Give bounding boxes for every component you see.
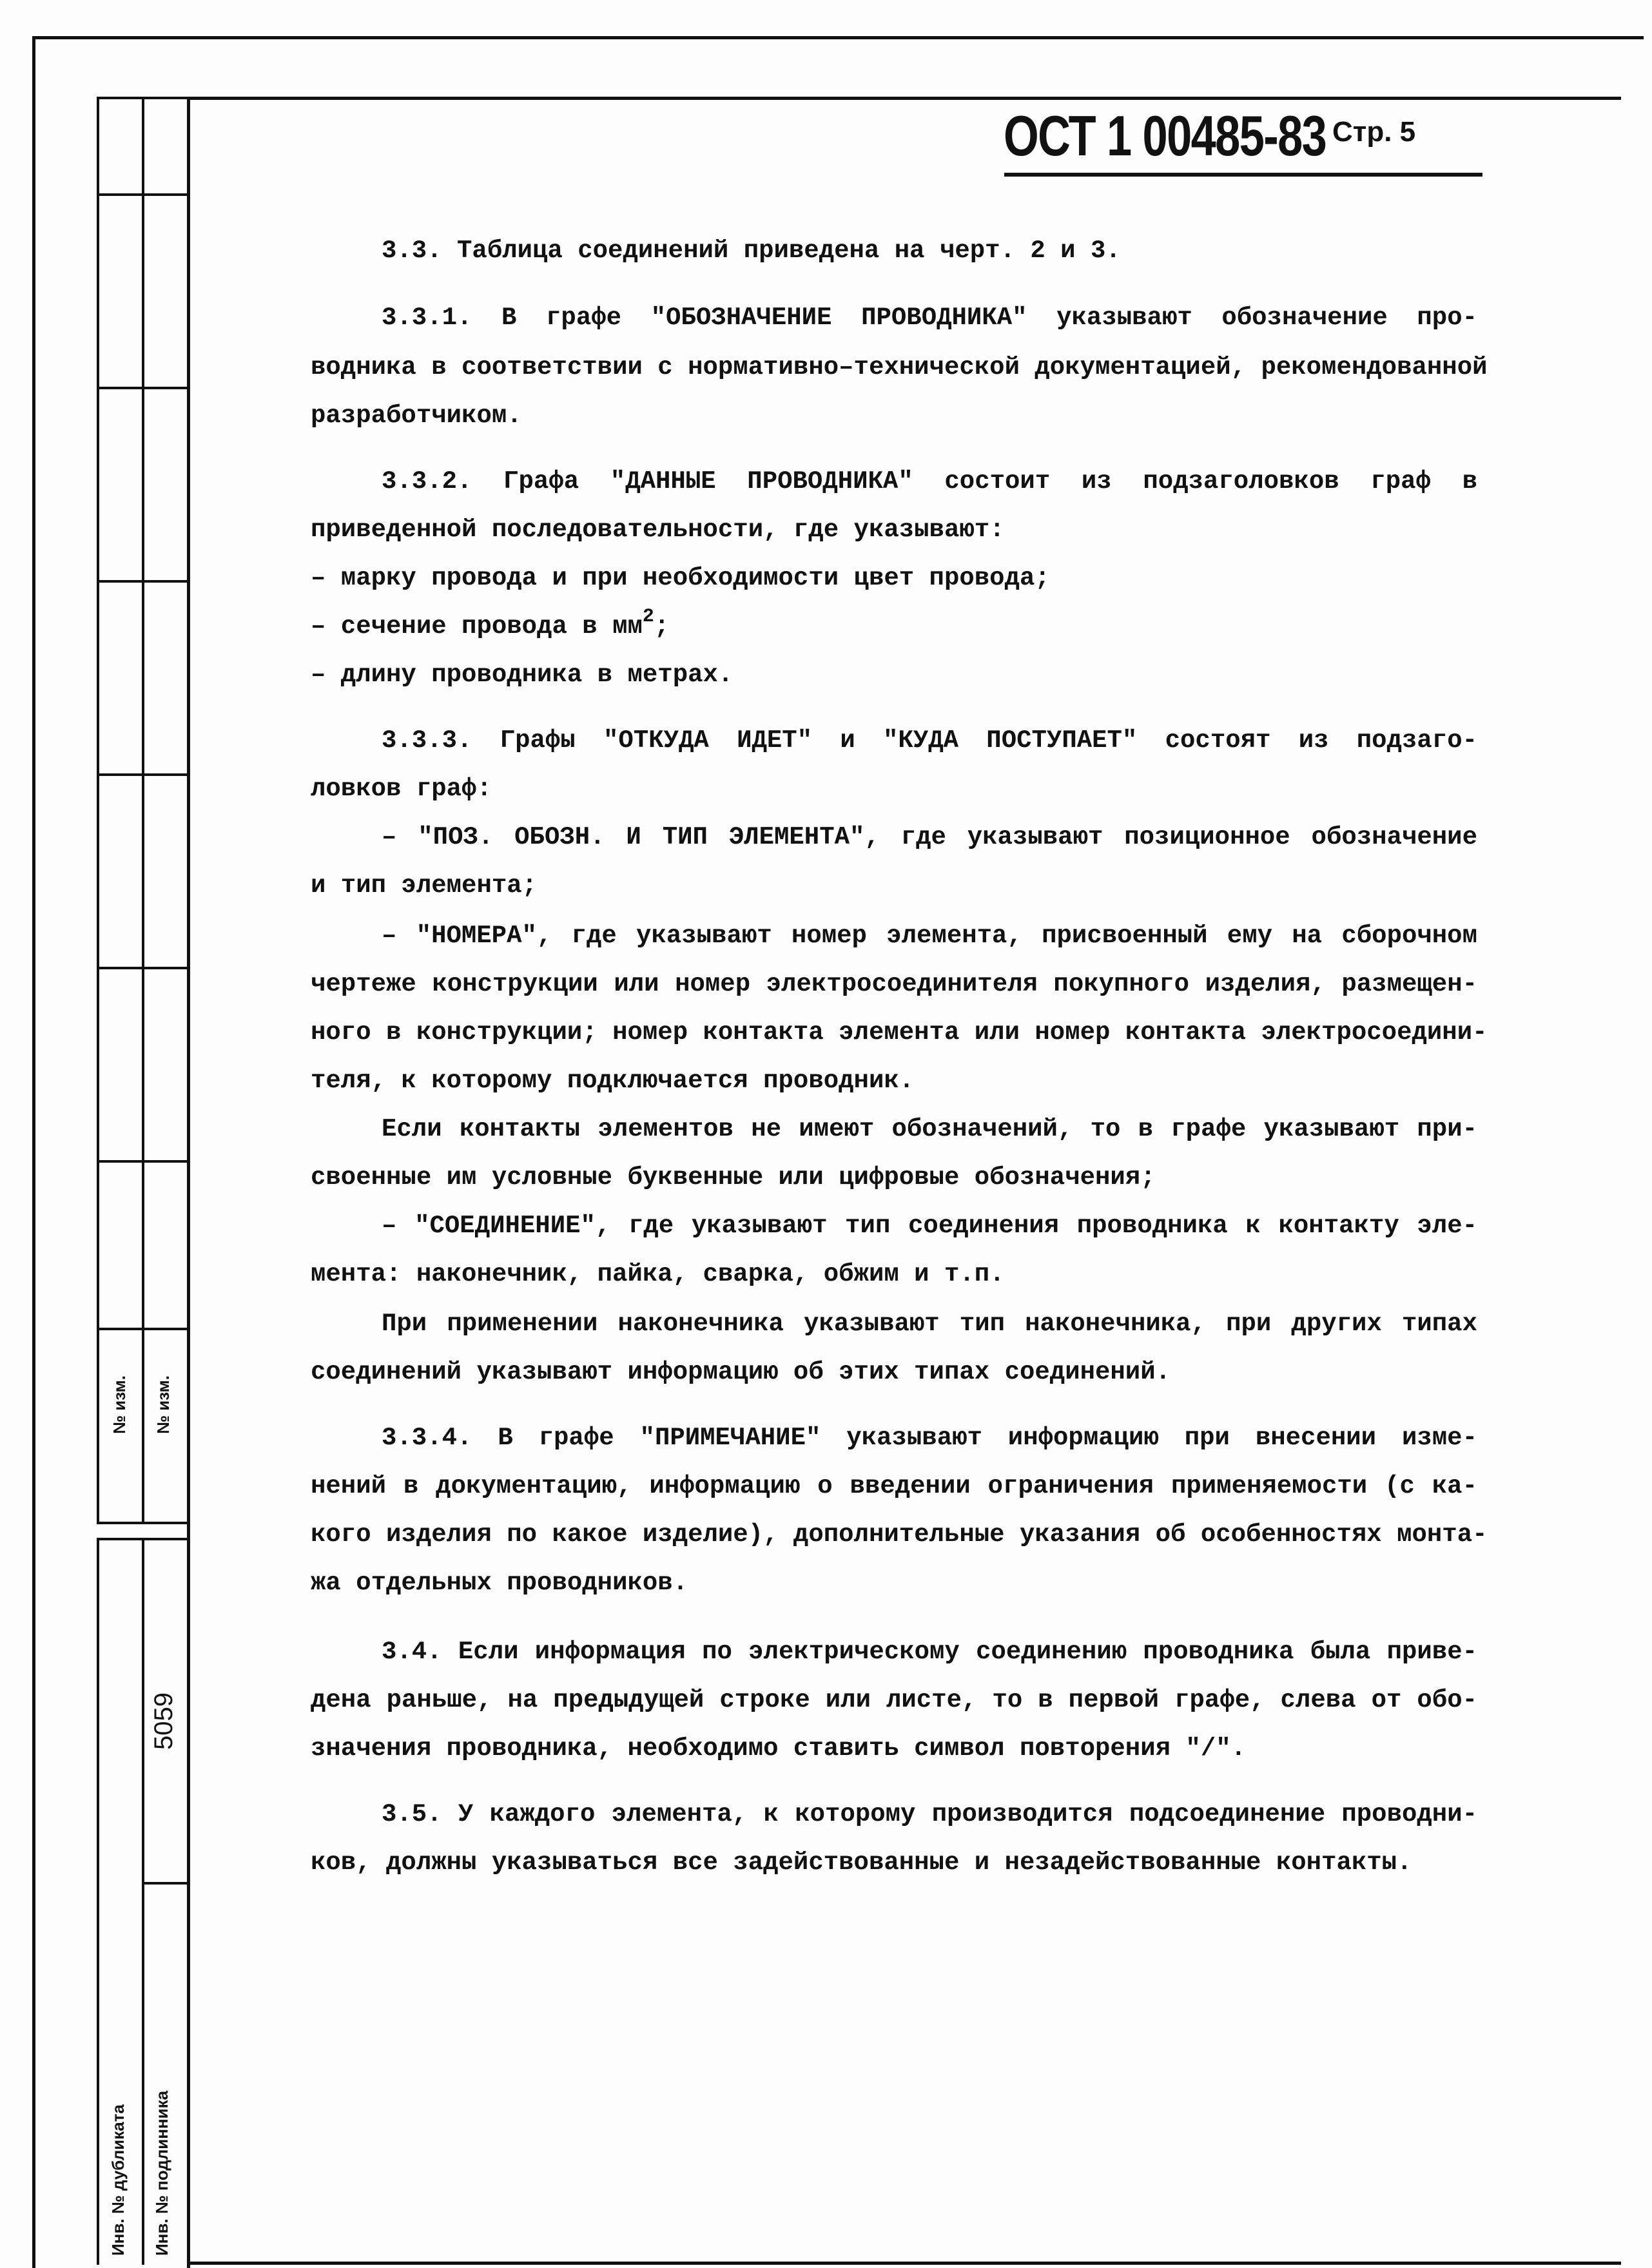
paragraph-line: соединений указывают информацию об этих типах соединений. bbox=[311, 1358, 1171, 1386]
strip-top-line bbox=[97, 97, 188, 99]
strip-row-line bbox=[97, 580, 188, 583]
header-underline bbox=[1004, 173, 1482, 177]
superscript: 2 bbox=[642, 606, 654, 628]
paragraph-3-5-line: 3.5. У каждого элемента, к которому производится подсоединение проводни- bbox=[382, 1800, 1477, 1828]
strip-row-line bbox=[97, 967, 188, 969]
paragraph-3-3-4-line: нений в документацию, информацию о введении ограничения применяемости (с ка- bbox=[311, 1472, 1477, 1500]
paragraph-3-3-2-line: 3.3.2. Графа "ДАННЫЕ ПРОВОДНИКА" состоит из подзаголовков граф в bbox=[382, 467, 1477, 496]
paragraph-line: При применении наконечника указывают тип наконечника, при других типах bbox=[382, 1310, 1477, 1338]
strip-lower-top-line bbox=[97, 1538, 188, 1540]
document-code: ОСТ 1 00485-83 bbox=[1004, 104, 1326, 168]
list-item: и тип элемента; bbox=[311, 871, 538, 900]
strip-row-line bbox=[97, 773, 188, 776]
strip-upper-left-border bbox=[97, 97, 99, 1524]
list-item: чертеже конструкции или номер электросоединителя покупного изделия, размещен- bbox=[311, 970, 1477, 998]
list-item: ного в конструкции; номер контакта элемента или номер контакта электросоедини- bbox=[311, 1018, 1488, 1047]
paragraph-3-4-line: значения проводника, необходимо ставить символ повторения "/". bbox=[311, 1734, 1247, 1763]
paragraph-3-4-line: 3.4. Если информация по электрическому соединению проводника была приве- bbox=[382, 1638, 1477, 1666]
strip-label-izm-1: № изм. bbox=[110, 1375, 129, 1434]
strip-lower-row-line bbox=[142, 1882, 188, 1885]
strip-row-line bbox=[97, 1522, 188, 1524]
inventory-number: 5059 bbox=[150, 1692, 178, 1750]
list-item: – "ПОЗ. ОБОЗН. И ТИП ЭЛЕМЕНТА", где указывают позиционное обозначение bbox=[382, 823, 1477, 851]
paragraph-3-5-line: ков, должны указываться все задействованные и незадействованные контакты. bbox=[311, 1848, 1412, 1877]
list-item-text: – сечение провода в мм bbox=[311, 612, 643, 641]
paragraph-line: Если контакты элементов не имеют обозначений, то в графе указывают при- bbox=[382, 1115, 1477, 1143]
list-item: – марку провода и при необходимости цвет провода; bbox=[311, 564, 1050, 592]
strip-lower-left-border bbox=[97, 1538, 99, 2265]
list-item: – "НОМЕРА", где указывают номер элемента, присвоенный ему на сборочном bbox=[382, 922, 1477, 950]
strip-lower-divider bbox=[142, 1538, 144, 2265]
strip-row-line bbox=[97, 387, 188, 389]
paragraph-3-3-2-line: приведенной последовательности, где указывают: bbox=[311, 516, 1005, 544]
paragraph-3-3-4-line: 3.3.4. В графе "ПРИМЕЧАНИЕ" указывают информацию при внесении изме- bbox=[382, 1424, 1477, 1452]
strip-label-izm-2: № изм. bbox=[153, 1375, 173, 1434]
paragraph-3-3: 3.3. Таблица соединений приведена на черт. 2 и 3. bbox=[382, 237, 1121, 265]
paragraph-3-3-1-line: 3.3.1. В графе "ОБОЗНАЧЕНИЕ ПРОВОДНИКА" указывают обозначение про- bbox=[382, 304, 1477, 332]
list-item bbox=[311, 606, 1477, 643]
strip-upper-divider bbox=[142, 97, 144, 1524]
paragraph-3-4-line: дена раньше, на предыдущей строке или листе, то в первой графе, слева от обо- bbox=[311, 1686, 1477, 1714]
list-item-text-end: ; bbox=[654, 612, 670, 641]
strip-label-podlinnika: Инв. № подлинника bbox=[152, 2090, 171, 2256]
page-number: Стр. 5 bbox=[1332, 116, 1416, 148]
list-item: – длину проводника в метрах. bbox=[311, 661, 734, 689]
strip-row-line bbox=[97, 1328, 188, 1330]
paragraph-3-3-3-line: ловков граф: bbox=[311, 775, 492, 803]
strip-row-line bbox=[97, 1160, 188, 1163]
paragraph-line: своенные им условные буквенные или цифровые обозначения; bbox=[311, 1163, 1156, 1192]
list-item: – "СОЕДИНЕНИЕ", где указывают тип соединения проводника к контакту эле- bbox=[382, 1212, 1477, 1240]
strip-row-line bbox=[97, 193, 188, 196]
paragraph-3-3-1-line: водника в соответствии с нормативно–технической документацией, рекомендованной bbox=[311, 353, 1488, 382]
strip-label-dublikata: Инв. № дубликата bbox=[108, 2104, 128, 2256]
paragraph-3-3-1-line: разработчиком. bbox=[311, 402, 522, 430]
paragraph-3-3-3-line: 3.3.3. Графы "ОТКУДА ИДЕТ" и "КУДА ПОСТУПАЕТ" состоят из подзаго- bbox=[382, 726, 1477, 755]
frame-bottom-line bbox=[187, 2262, 1621, 2265]
paragraph-3-3-4-line: кого изделия по какое изделие), дополнительные указания об особенностях монта- bbox=[311, 1520, 1488, 1549]
list-item: теля, к которому подключается проводник. bbox=[311, 1067, 915, 1095]
paragraph-3-3-4-line: жа отдельных проводников. bbox=[311, 1569, 688, 1597]
list-item: мента: наконечник, пайка, сварка, обжим и т.п. bbox=[311, 1260, 1005, 1288]
